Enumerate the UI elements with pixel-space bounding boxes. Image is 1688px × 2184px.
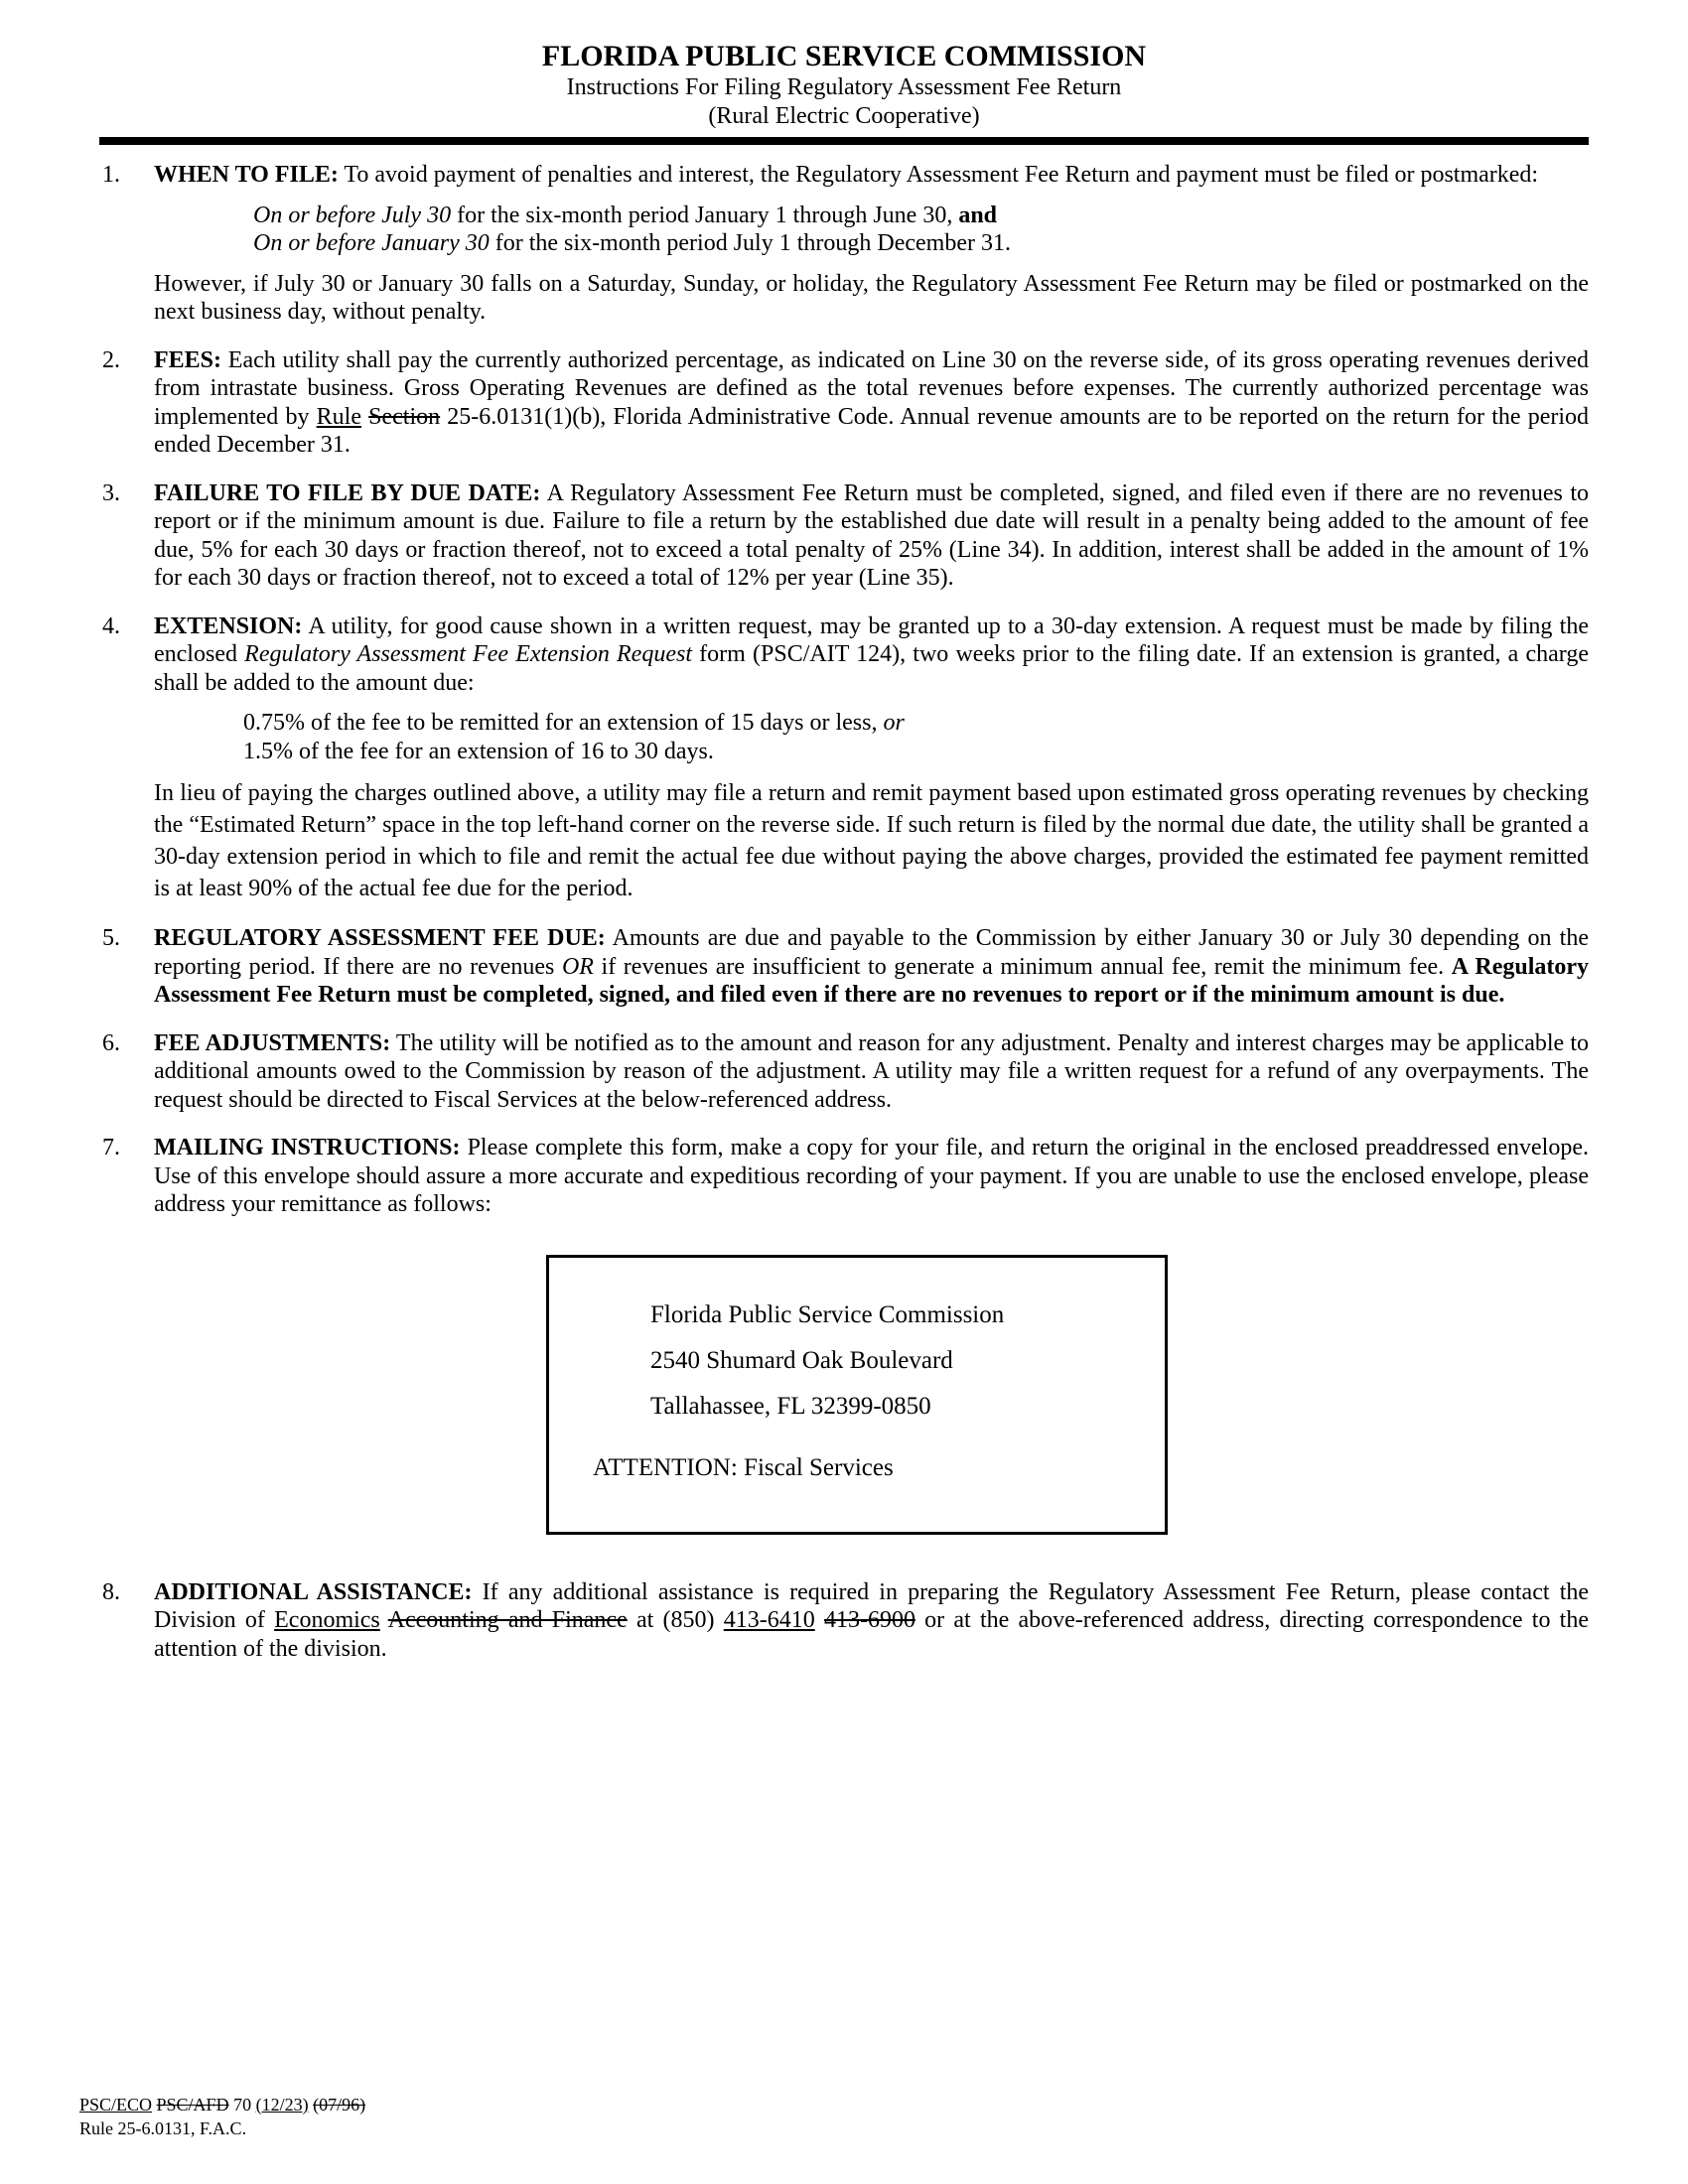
inserted-text: Rule <box>316 403 361 430</box>
deleted-phone: 413-6900 <box>823 1607 915 1633</box>
item-heading: REGULATORY ASSESSMENT FEE DUE: <box>154 925 606 951</box>
item-text: Each utility shall pay the currently authorized percentage, as indicated on Line 30 on the reverse side, of its gross operating revenues derived from intrastate business. Gross Operating Revenues are defined as the total revenues before expenses. The currently authorized percentage was implemented by <box>154 346 1589 430</box>
item-text-2: In lieu of paying the charges outlined above, a utility may file a return and remit payment based upon estimated gross operating revenues by checking the “Estimated Return” space in the top left-hand corner on the reverse side. If such return is filed by the normal due date, the utility shall be granted a 30-day extension period in which to file and remit the actual fee due without paying the above charges, provided the estimated fee payment remitted is at least 90% of the actual fee due for the period. <box>154 780 1589 901</box>
mailing-address-box <box>546 1255 1168 1535</box>
charge-30-days: 1.5% of the fee for an extension of 16 to 30 days. <box>243 738 714 764</box>
instruction-item-failure-to-file <box>99 479 1589 593</box>
form-code-new: PSC/ECO <box>79 2095 153 2115</box>
extension-charges <box>243 709 1589 765</box>
document-title: FLORIDA PUBLIC SERVICE COMMISSION <box>541 40 1147 72</box>
item-heading: WHEN TO FILE: <box>154 162 339 188</box>
address-attention: ATTENTION: Fiscal Services <box>593 1453 894 1481</box>
rule-reference: Rule 25-6.0131, F.A.C. <box>79 2118 247 2138</box>
form-name: Regulatory Assessment Fee Extension Request <box>244 641 692 667</box>
document-page <box>99 40 1589 1663</box>
item-text: Amounts are due and payable to the Commission by either January 30 or July 30 depending on the reporting period. If there are no revenues <box>154 925 1589 980</box>
charge-15-days: 0.75% of the fee to be remitted for an extension of 15 days or less, <box>243 710 884 736</box>
bold-warning: A Regulatory Assessment Fee Return must be completed, signed, and filed even if there are no revenues to report or if the minimum amount is due. <box>154 953 1590 1008</box>
instruction-item-additional-assistance <box>99 1578 1589 1664</box>
instruction-item-fees <box>99 346 1589 460</box>
form-date-old: (07/96) <box>313 2095 366 2115</box>
inserted-division: Economics <box>274 1607 380 1633</box>
item-heading: FEE ADJUSTMENTS: <box>154 1029 391 1056</box>
item-text-end: or at the above-referenced address, directing correspondence to the attention of the division. <box>154 1607 1589 1662</box>
instruction-item-fee-adjustments <box>99 1029 1589 1115</box>
address-line-3: Tallahassee, FL 32399-0850 <box>650 1392 931 1420</box>
item-number: 4. <box>102 613 120 639</box>
item-number: 6. <box>102 1029 120 1056</box>
form-code-old: PSC/AFD <box>156 2095 229 2115</box>
item-text: If any additional assistance is required in preparing the Regulatory Assessment Fee Return, please contact the Division of <box>154 1578 1590 1633</box>
form-date-new: (12/23) <box>255 2095 309 2115</box>
item-text-cont: form (PSC/AIT 124), two weeks prior to the filing date. If an extension is granted, a charge shall be added to the amount due: <box>154 641 1590 696</box>
item-text: To avoid payment of penalties and interest, the Regulatory Assessment Fee Return and payment must be filed or postmarked: <box>338 162 1539 188</box>
item-text: A utility, for good cause shown in a written request, may be granted up to a 30-day extension. A request must be made by filing the enclosed <box>154 613 1589 667</box>
instruction-item-extension <box>99 613 1589 905</box>
item-heading: FAILURE TO FILE BY DUE DATE: <box>154 479 541 506</box>
item-text-cont: 25-6.0131(1)(b), Florida Administrative Code. Annual revenue amounts are to be reported on the return for the period ended December 31. <box>154 403 1590 458</box>
item-text: A Regulatory Assessment Fee Return must be completed, signed, and filed even if there are no revenues to report or if the minimum amount is due. Failure to file a return by the established due date will result in a penalty being added to the amount of fee due, 5% for each 30 days or fraction thereof, not to exceed a total penalty of 25% (Line 34). In addition, interest shall be added in the amount of 1% for each 30 days or fraction thereof, not to exceed a total of 12% per year (Line 35). <box>154 479 1589 591</box>
address-line-1: Florida Public Service Commission <box>650 1300 1005 1328</box>
document-subtitle-2: (Rural Electric Cooperative) <box>708 103 980 129</box>
deleted-text: Section <box>368 403 441 430</box>
item-heading: MAILING INSTRUCTIONS: <box>154 1135 461 1160</box>
item-text: Please complete this form, make a copy for your file, and return the original in the enclosed preaddressed envelope. Use of this envelope should assure a more accurate and expeditious recording of your payment. If you are unable to use the enclosed envelope, please address your remittance as follows: <box>154 1135 1589 1217</box>
item-number: 5. <box>102 925 120 951</box>
inserted-phone: 413-6410 <box>723 1607 815 1633</box>
deadline-july-text: for the six-month period January 1 through June 30, <box>451 202 959 228</box>
charge-or: or <box>883 710 905 736</box>
instruction-item-mailing <box>99 1134 1589 1219</box>
emphasis-or: OR <box>561 953 594 980</box>
form-number: 70 <box>233 2095 252 2115</box>
form-footer <box>79 2093 365 2140</box>
item-number: 7. <box>102 1135 120 1160</box>
instructions-list <box>99 161 1589 1663</box>
item-text: The utility will be notified as to the amount and reason for any adjustment. Penalty and interest charges may be applicable to additional amounts owed to the Commission by reason of the adjustment. A utility may file a written request for a refund of any overpayments. The request should be directed to Fiscal Services at the below-referenced address. <box>154 1029 1589 1113</box>
item-text-2: However, if July 30 or January 30 falls on a Saturday, Sunday, or holiday, the Regulatory Assessment Fee Return may be filed or postmarked on the next business day, without penalty. <box>154 270 1589 325</box>
item-number: 3. <box>102 479 120 506</box>
deadline-january-text: for the six-month period July 1 through December 31. <box>489 230 1011 256</box>
item-text-cont: if revenues are insufficient to generate a minimum annual fee, remit the minimum fee. <box>593 953 1452 980</box>
item-heading: FEES: <box>154 346 222 373</box>
address-line-2: 2540 Shumard Oak Boulevard <box>650 1346 953 1374</box>
instruction-item-when-to-file <box>99 161 1589 327</box>
item-text-cont: at (850) <box>627 1607 724 1633</box>
item-number: 8. <box>102 1578 120 1605</box>
form-code-line <box>79 2093 365 2116</box>
deadline-july: On or before July 30 <box>253 202 452 228</box>
deleted-division: Accounting and Finance <box>387 1607 628 1633</box>
document-subtitle: Instructions For Filing Regulatory Assessment Fee Return <box>566 74 1122 100</box>
deadline-january: On or before January 30 <box>253 230 490 256</box>
header-rule <box>99 137 1589 145</box>
item-heading: ADDITIONAL ASSISTANCE: <box>154 1578 473 1605</box>
item-heading: EXTENSION: <box>154 613 303 639</box>
instruction-item-fee-due <box>99 924 1589 1010</box>
item-number: 2. <box>102 346 120 373</box>
item-number: 1. <box>102 162 120 188</box>
deadline-and: and <box>958 202 998 228</box>
deadline-lines <box>253 202 1589 258</box>
